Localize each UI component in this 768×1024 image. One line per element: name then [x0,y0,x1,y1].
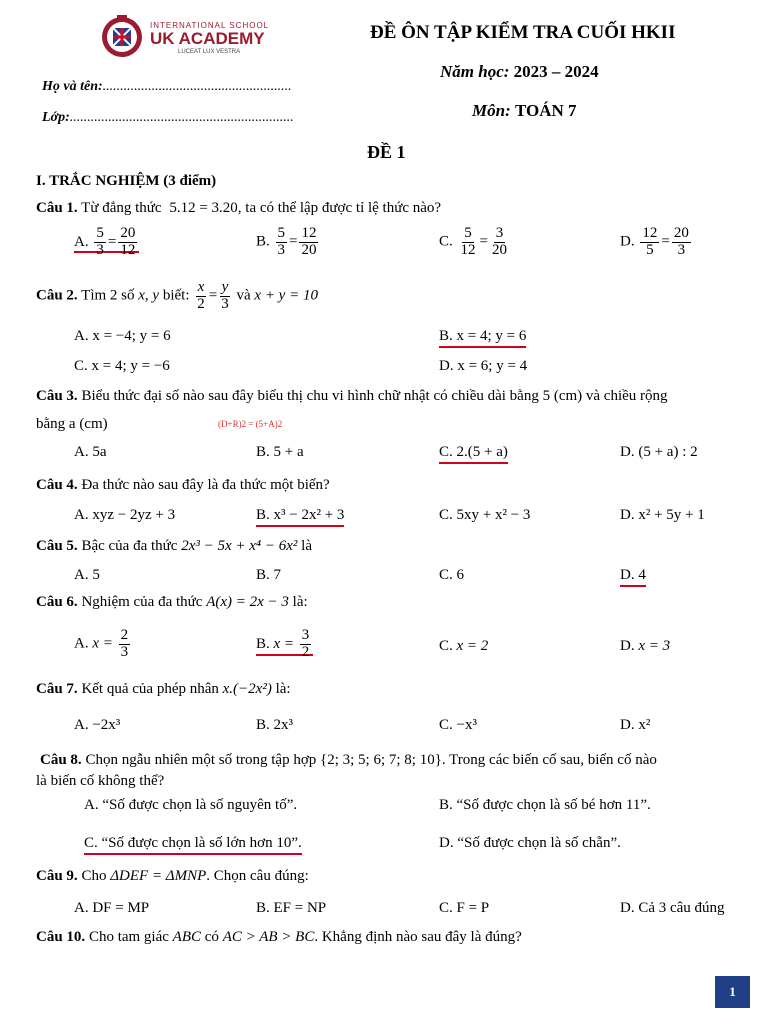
q6-option-a[interactable] [74,628,132,661]
question-1-text-a: Từ đẳng thức [81,200,162,216]
q1-d-frac2: $\frac{20}{3}$ [673,225,689,258]
q6-option-c-pre: x = 2 [456,638,489,654]
q9-option-a[interactable]: A. DF = MP [74,900,150,916]
question-8 [40,752,657,769]
question-7 [36,681,291,698]
q6-b-frac: $\frac{3}{2}$ [301,627,310,660]
question-4-label: Câu 4. [36,477,78,493]
question-9-text-b: . Chọn câu đúng: [206,868,309,884]
subject-value: TOÁN 7 [514,101,577,120]
q6-option-d-letter: D. [620,638,635,654]
question-9-expr: ΔDEF = ΔMNP [110,868,207,884]
school-logo [100,14,280,60]
q8-option-d[interactable]: D. “Số được chọn là số chẵn”. [439,835,621,851]
question-5 [36,538,312,555]
q5-option-b[interactable]: B. 7 [256,567,282,583]
question-2-text-a: Tìm 2 số [81,287,135,304]
exam-number: ĐỀ 1 [367,142,406,162]
question-10-expr: AC > AB > BC [222,929,315,945]
q3-option-a[interactable]: A. 5a [74,444,107,460]
q8-option-a[interactable]: A. “Số được chọn là số nguyên tố”. [84,797,298,813]
q1-a-frac2: $\frac{20}{12}$ [120,225,136,258]
question-9-text-a: Cho [81,868,107,884]
q2-option-b[interactable]: B. x = 4; y = 6 [439,328,526,348]
question-2-frac1: $\frac{x}{2}$ [197,279,205,312]
question-6-text-b: là: [292,594,308,610]
q6-option-c[interactable] [439,638,488,655]
q3-option-d[interactable]: D. (5 + a) : 2 [620,444,698,460]
q1-option-b[interactable]: B. $\frac{5}{3}$ = $\frac{12}{20}$ [256,225,317,258]
q1-b-frac1: $\frac{5}{3}$ [277,225,286,258]
class-label: Lớp: [42,110,70,125]
question-1 [36,200,441,217]
question-3 [36,388,668,405]
q1-c-frac1: $\frac{5}{12}$ [460,225,476,258]
question-10-text-c: . Khẳng định nào sau đây là đúng? [314,929,522,945]
q1-option-d[interactable]: D. $\frac{12}{5}$ = $\frac{20}{3}$ [620,225,689,258]
q7-option-c[interactable]: C. −x³ [439,717,477,733]
section-title: I. TRẮC NGHIỆM (3 điểm) [36,173,217,189]
question-3-text: Biểu thức đại số nào sau đây biểu thị chu vi hình chữ nhật có chiều dài bằng 5 (cm) và chiều rộng [81,388,668,404]
q2-option-c[interactable]: C. x = 4; y = −6 [74,358,170,374]
question-8-line2: là biến cố không thể? [36,773,165,789]
question-10-label: Câu 10. [36,929,86,945]
name-field [42,79,292,95]
question-9 [36,868,309,885]
question-5-text-a: Bậc của đa thức [81,538,178,554]
q1-option-b-letter: B. [256,233,270,250]
question-7-label: Câu 7. [36,681,78,697]
question-7-text-b: là: [275,681,291,697]
q6-option-d[interactable] [620,638,670,655]
question-10-text-b: có [204,929,219,945]
question-6-label: Câu 6. [36,594,78,610]
page-number: 1 [715,976,750,1008]
question-5-label: Câu 5. [36,538,78,554]
question-2-frac2: $\frac{y}{3}$ [221,279,229,312]
exam-title: ĐỀ ÔN TẬP KIỂM TRA CUỐI HKII [370,22,676,43]
q4-option-c[interactable]: C. 5xy + x² − 3 [439,507,531,523]
question-1-text-b: , ta có thể lập được tỉ lệ thức nào? [237,200,442,216]
q5-option-c[interactable]: C. 6 [439,567,465,583]
question-2-label: Câu 2. [36,287,78,304]
q3-option-b[interactable]: B. 5 + a [256,444,304,460]
school-logo-top: INTERNATIONAL SCHOOL [150,21,270,30]
question-10-text-a: Cho tam giác [88,929,169,945]
q1-option-a-letter: A. [74,233,89,250]
q5-option-d[interactable]: D. 4 [620,567,646,587]
q4-option-d[interactable]: D. x² + 5y + 1 [620,507,705,523]
question-4-text: Đa thức nào sau đây là đa thức một biến? [81,477,330,493]
question-2-vars: x, y [138,287,160,304]
name-dots: ...................................................... [102,79,292,94]
question-3-line2: bằng a (cm) [36,416,108,432]
q6-option-a-pre: x = [92,635,113,652]
q9-option-d[interactable]: D. Cả 3 câu đúng [620,900,725,916]
q1-d-frac1: $\frac{12}{5}$ [642,225,658,258]
school-year-label: Năm học: [440,62,510,81]
question-10 [36,929,522,946]
q4-option-b[interactable]: B. x³ − 2x² + 3 [256,507,344,527]
school-logo-name: UK ACADEMY [150,29,265,48]
subject [472,101,577,121]
question-1-expr: 5.12 = 3.20 [169,200,238,216]
q8-option-b[interactable]: B. “Số được chọn là số bé hơn 11”. [439,797,651,813]
school-logo-motto: LUCEAT LUX VESTRA [178,49,241,55]
q6-option-d-pre: x = 3 [638,638,671,654]
q4-option-a[interactable]: A. xyz − 2yz + 3 [74,507,176,523]
question-6-expr: A(x) = 2x − 3 [206,594,289,610]
q6-option-b-pre: x = [273,635,295,652]
q8-option-c[interactable]: C. “Số được chọn là số lớn hơn 10”. [84,835,302,855]
question-4 [36,477,330,494]
q6-option-c-letter: C. [439,638,453,654]
q1-option-a[interactable]: A. $\frac{5}{3}$ = $\frac{20}{12}$ [74,226,139,259]
q7-option-d[interactable]: D. x² [620,717,651,733]
question-5-expr: 2x³ − 5x + x⁴ − 6x² [181,538,298,554]
q1-a-frac1: $\frac{5}{3}$ [96,225,104,258]
q1-option-c[interactable]: C. $\frac{5}{12}$ = $\frac{3}{20}$ [439,225,507,258]
q9-option-c[interactable]: C. F = P [439,900,490,916]
question-3-label: Câu 3. [36,388,78,404]
question-1-label: Câu 1. [36,200,78,216]
question-6 [36,594,308,611]
question-2-text-b: biết: [162,287,190,304]
q6-option-b[interactable] [256,628,313,661]
question-9-label: Câu 9. [36,868,78,884]
question-2-sum: x + y = 10 [254,287,318,304]
q2-option-a[interactable]: A. x = −4; y = 6 [74,328,171,344]
subject-label: Môn: [472,101,511,120]
question-8-text: Chọn ngẫu nhiên một số trong tập hợp {2; 3; 5; 6; 7; 8; 10}. Trong các biến cố sau, biến cố nào [85,752,657,768]
q1-option-c-letter: C. [439,233,453,250]
question-10-name: ABC [172,929,202,945]
class-field [42,110,294,126]
q1-b-frac2: $\frac{12}{20}$ [301,225,317,258]
question-6-text-a: Nghiệm của đa thức [81,594,203,610]
school-year [440,62,599,82]
q5-option-a[interactable]: A. 5 [74,567,100,583]
q6-a-frac: $\frac{2}{3}$ [120,627,129,660]
q9-option-b[interactable]: B. EF = NP [256,900,327,916]
q7-option-b[interactable]: B. 2x³ [256,717,294,733]
question-2-and: và [236,287,251,304]
q6-option-a-letter: A. [74,635,89,652]
question-7-expr: x.(−2x²) [222,681,272,697]
question-8-label: Câu 8. [40,752,82,768]
q3-option-c[interactable]: C. 2.(5 + a) [439,444,508,464]
name-label: Họ và tên: [42,79,103,94]
question-5-text-b: là [301,538,312,554]
q6-option-b-letter: B. [256,635,270,652]
q7-option-a[interactable]: A. −2x³ [74,717,121,733]
q1-option-d-letter: D. [620,233,635,250]
handwritten-note: (D+R)2 = (5+A)2 [218,419,283,429]
school-year-value: 2023 – 2024 [513,62,599,81]
q1-c-frac2: $\frac{3}{20}$ [491,225,507,258]
question-2: Câu 2. Tìm 2 số x, y biết: $\frac{x}{2}$ = $\frac{y}{3}$ và x + y = 10 [36,279,318,312]
class-dots: ................................................................ [69,110,294,125]
question-7-text-a: Kết quả của phép nhân [81,681,219,697]
q2-option-d[interactable]: D. x = 6; y = 4 [439,358,528,374]
